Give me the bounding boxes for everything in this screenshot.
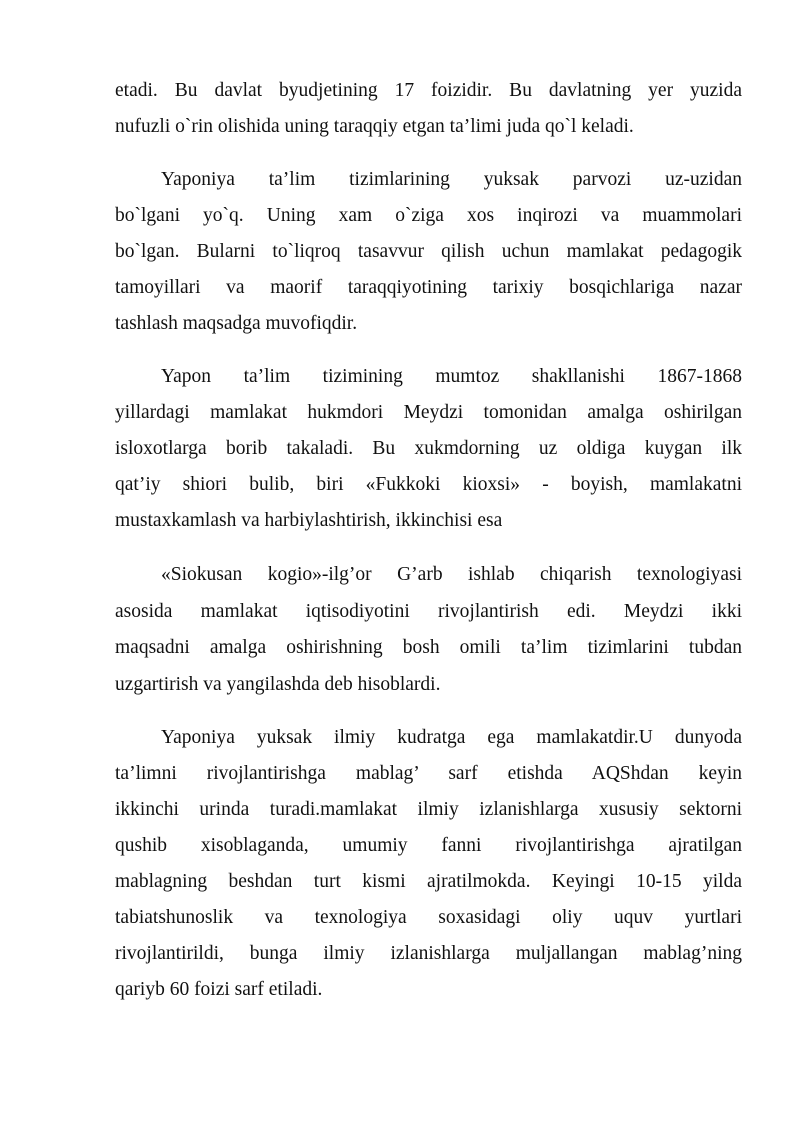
text-line: yillardagi mamlakat hukmdori Meydzi tomonidan amalga oshirilgan bbox=[115, 402, 742, 423]
text-line: qat’iy shiori bulib, biri «Fukkoki kioxsi» - boyish, mamlakatni bbox=[115, 474, 742, 495]
text-line: ikkinchi urinda turadi.mamlakat ilmiy izlanishlarga xususiy sektorni bbox=[115, 799, 742, 820]
text-line: «Siokusan kogio»-ilg’or G’arb ishlab chiqarish texnologiyasi bbox=[161, 564, 742, 585]
text-line: bo`lgani yo`q. Uning xam o`ziga xos inqirozi va muammolari bbox=[115, 205, 742, 226]
text-line: mustaxkamlash va harbiylashtirish, ikkinchisi esa bbox=[115, 510, 503, 531]
text-line: asosida mamlakat iqtisodiyotini rivojlantirish edi. Meydzi ikki bbox=[115, 601, 742, 622]
text-line: uzgartirish va yangilashda deb hisoblardi. bbox=[115, 674, 441, 695]
text-line: ta’limni rivojlantirishga mablag’ sarf etishda AQShdan keyin bbox=[115, 763, 742, 784]
text-line: nufuzli o`rin olishida uning taraqqiy etgan ta’limi juda qo`l keladi. bbox=[115, 116, 634, 137]
text-line: rivojlantirildi, bunga ilmiy izlanishlarga muljallangan mablag’ning bbox=[115, 943, 742, 964]
text-line: tabiatshunoslik va texnologiya soxasidagi oliy uquv yurtlari bbox=[115, 907, 742, 928]
text-line: maqsadni amalga oshirishning bosh omili ta’lim tizimlarini tubdan bbox=[115, 637, 742, 658]
text-line: tamoyillari va maorif taraqqiyotining tarixiy bosqichlariga nazar bbox=[115, 277, 742, 298]
text-line: Yapon ta’lim tizimining mumtoz shakllanishi 1867-1868 bbox=[161, 366, 742, 387]
text-line: etadi. Bu davlat byudjetining 17 foizidir. Bu davlatning yer yuzida bbox=[115, 80, 742, 101]
text-line: qariyb 60 foizi sarf etiladi. bbox=[115, 979, 323, 1000]
text-line: Yaponiya yuksak ilmiy kudratga ega mamlakatdir.U dunyoda bbox=[161, 727, 742, 748]
text-line: isloxotlarga borib takaladi. Bu xukmdorning uz oldiga kuygan ilk bbox=[115, 438, 742, 459]
text-line: qushib xisoblaganda, umumiy fanni rivojlantirishga ajratilgan bbox=[115, 835, 742, 856]
text-line: bo`lgan. Bularni to`liqroq tasavvur qilish uchun mamlakat pedagogik bbox=[115, 241, 742, 262]
text-line: Yaponiya ta’lim tizimlarining yuksak parvozi uz-uzidan bbox=[161, 169, 742, 190]
text-line: tashlash maqsadga muvofiqdir. bbox=[115, 313, 358, 334]
text-line: mablagning beshdan turt kismi ajratilmokda. Keyingi 10-15 yilda bbox=[115, 871, 742, 892]
